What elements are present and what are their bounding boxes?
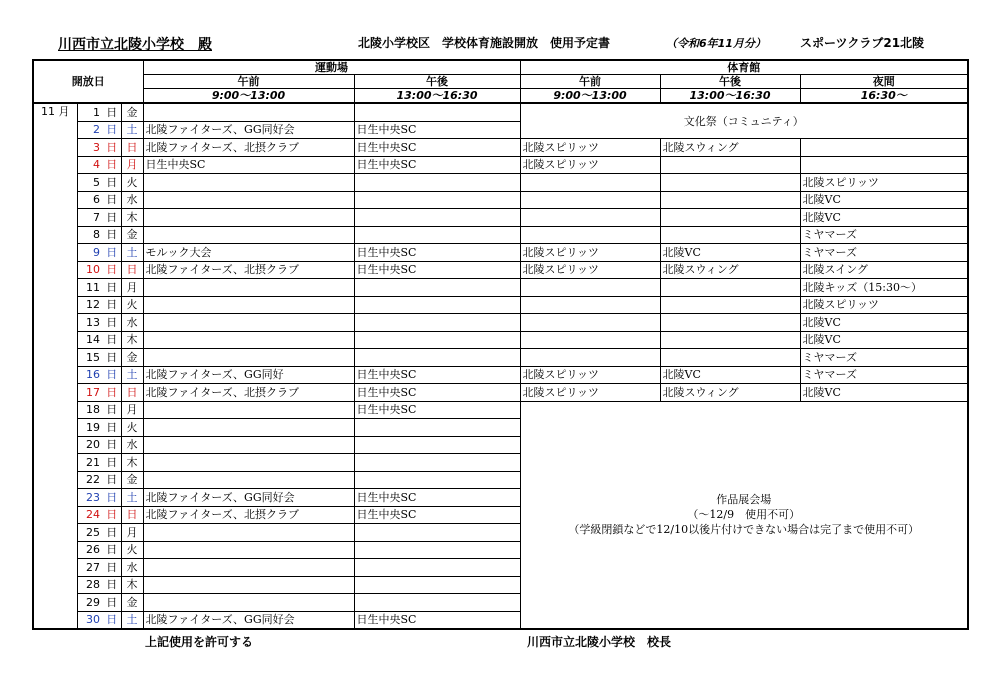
gym-night-cell: 北陵VC (800, 384, 968, 402)
day-suffix: 日 (103, 524, 121, 542)
ground-am-header: 午前 (143, 75, 354, 89)
day-number: 10 (77, 261, 103, 279)
ground-pm-cell (354, 471, 520, 489)
weekday: 月 (121, 279, 143, 297)
weekday: 水 (121, 314, 143, 332)
day-number: 15 (77, 349, 103, 367)
ground-am-cell (143, 296, 354, 314)
day-number: 1 (77, 103, 103, 121)
gym-pm-cell (660, 156, 800, 174)
day-suffix: 日 (103, 349, 121, 367)
gym-night-cell: 北陵スイング (800, 261, 968, 279)
day-suffix: 日 (103, 576, 121, 594)
weekday: 火 (121, 541, 143, 559)
day-suffix: 日 (103, 471, 121, 489)
gym-am-cell (520, 349, 660, 367)
weekday: 水 (121, 436, 143, 454)
weekday: 土 (121, 611, 143, 629)
ground-pm-cell (354, 226, 520, 244)
day-suffix: 日 (103, 594, 121, 612)
day-suffix: 日 (103, 174, 121, 192)
day-number: 13 (77, 314, 103, 332)
ground-pm-cell (354, 524, 520, 542)
gym-night-cell: 北陵VC (800, 209, 968, 227)
table-row (33, 401, 968, 419)
schedule-table (32, 59, 969, 630)
weekday: 木 (121, 209, 143, 227)
gym-pm-cell (660, 191, 800, 209)
exhibition-line-2: （～12/9 使用不可） (687, 508, 801, 522)
table-row (33, 279, 968, 297)
day-suffix: 日 (103, 419, 121, 437)
club-name: スポーツクラブ21北陵 (800, 36, 925, 50)
day-number: 20 (77, 436, 103, 454)
gym-am-cell (520, 209, 660, 227)
weekday: 金 (121, 349, 143, 367)
day-suffix: 日 (103, 156, 121, 174)
ground-am-cell (143, 401, 354, 419)
day-suffix: 日 (103, 506, 121, 524)
ground-pm-cell (354, 541, 520, 559)
day-suffix: 日 (103, 191, 121, 209)
day-suffix: 日 (103, 541, 121, 559)
ground-pm-cell (354, 559, 520, 577)
ground-pm-cell (354, 296, 520, 314)
day-number: 12 (77, 296, 103, 314)
gym-night-cell: 北陵VC (800, 314, 968, 332)
gym-am-header: 午前 (520, 75, 660, 89)
gym-night-cell: ミヤマーズ (800, 244, 968, 262)
ground-pm-cell (354, 191, 520, 209)
gym-pm-cell: 北陵VC (660, 366, 800, 384)
day-number: 3 (77, 139, 103, 157)
ground-am-cell (143, 209, 354, 227)
gym-am-cell (520, 314, 660, 332)
ground-pm-cell (354, 331, 520, 349)
day-number: 14 (77, 331, 103, 349)
gym-am-cell: 北陵スピリッツ (520, 384, 660, 402)
day-number: 5 (77, 174, 103, 192)
gym-pm-cell (660, 314, 800, 332)
day-suffix: 日 (103, 366, 121, 384)
day-number: 26 (77, 541, 103, 559)
ground-pm-cell (354, 103, 520, 121)
gym-am-cell: 北陵スピリッツ (520, 261, 660, 279)
gym-pm-cell: 北陵スウィング (660, 384, 800, 402)
gym-night-cell: 北陵キッズ（15:30～） (800, 279, 968, 297)
weekday: 土 (121, 121, 143, 139)
day-suffix: 日 (103, 559, 121, 577)
principal-signature: 川西市立北陵小学校 校長 (527, 635, 672, 649)
gym-pm-cell (660, 331, 800, 349)
weekday: 月 (121, 156, 143, 174)
gym-pm-cell (660, 296, 800, 314)
gym-night-cell: ミヤマーズ (800, 366, 968, 384)
day-number: 29 (77, 594, 103, 612)
day-number: 11 (77, 279, 103, 297)
ground-am-cell (143, 226, 354, 244)
document-title: 北陵小学校区 学校体育施設開放 使用予定書 (358, 36, 611, 50)
ground-am-cell: 北陵ファイターズ、GG同好会 (143, 121, 354, 139)
ground-pm-cell: 日生中央SC (354, 121, 520, 139)
ground-am-cell (143, 349, 354, 367)
recipient-heading: 川西市立北陵小学校 殿 (58, 37, 212, 53)
ground-am-cell: 北陵ファイターズ、北摂クラブ (143, 139, 354, 157)
table-row (33, 366, 968, 384)
gym-night-cell: 北陵VC (800, 191, 968, 209)
ground-pm-cell (354, 174, 520, 192)
ground-am-cell: モルック大会 (143, 244, 354, 262)
weekday: 金 (121, 471, 143, 489)
day-suffix: 日 (103, 279, 121, 297)
ground-pm-cell: 日生中央SC (354, 401, 520, 419)
month-cell: 11 月 (33, 103, 77, 629)
table-row (33, 244, 968, 262)
permit-statement: 上記使用を許可する (145, 635, 254, 649)
day-number: 28 (77, 576, 103, 594)
gym-night-cell (800, 139, 968, 157)
ground-am-cell (143, 559, 354, 577)
day-number: 7 (77, 209, 103, 227)
ground-am-cell: 日生中央SC (143, 156, 354, 174)
day-suffix: 日 (103, 384, 121, 402)
day-number: 22 (77, 471, 103, 489)
table-row (33, 191, 968, 209)
ground-am-cell: 北陵ファイターズ、GG同好 (143, 366, 354, 384)
day-suffix: 日 (103, 139, 121, 157)
ground-pm-cell (354, 314, 520, 332)
ground-am-cell: 北陵ファイターズ、GG同好会 (143, 489, 354, 507)
gym-night-header: 夜間 (800, 75, 968, 89)
ground-pm-cell: 日生中央SC (354, 384, 520, 402)
day-number: 17 (77, 384, 103, 402)
ground-am-cell (143, 576, 354, 594)
ground-am-cell (143, 174, 354, 192)
table-row (33, 384, 968, 402)
table-row (33, 103, 968, 121)
ground-am-cell: 北陵ファイターズ、北摂クラブ (143, 261, 354, 279)
ground-am-cell (143, 331, 354, 349)
ground-pm-cell: 日生中央SC (354, 261, 520, 279)
day-number: 27 (77, 559, 103, 577)
table-row (33, 296, 968, 314)
day-number: 2 (77, 121, 103, 139)
ground-am-cell (143, 454, 354, 472)
table-row (33, 261, 968, 279)
ground-pm-cell: 日生中央SC (354, 366, 520, 384)
ground-am-cell (143, 524, 354, 542)
gym-header: 体育館 (520, 60, 968, 75)
weekday: 土 (121, 489, 143, 507)
weekday: 土 (121, 366, 143, 384)
weekday: 日 (121, 139, 143, 157)
weekday: 木 (121, 576, 143, 594)
ground-pm-header: 午後 (354, 75, 520, 89)
gym-pm-cell (660, 174, 800, 192)
exhibition-line-1: 作品展会場 (716, 493, 772, 507)
gym-night-cell: 北陵スピリッツ (800, 296, 968, 314)
day-number: 30 (77, 611, 103, 629)
day-number: 8 (77, 226, 103, 244)
table-row (33, 314, 968, 332)
table-row (33, 139, 968, 157)
day-number: 16 (77, 366, 103, 384)
weekday: 土 (121, 244, 143, 262)
day-suffix: 日 (103, 454, 121, 472)
weekday: 月 (121, 524, 143, 542)
gym-pm-cell: 北陵VC (660, 244, 800, 262)
ground-pm-cell: 日生中央SC (354, 244, 520, 262)
gym-am-cell (520, 226, 660, 244)
ground-am-cell (143, 471, 354, 489)
gym-am-cell (520, 191, 660, 209)
ground-am-cell: 北陵ファイターズ、北摂クラブ (143, 384, 354, 402)
ground-pm-cell: 日生中央SC (354, 156, 520, 174)
gym-night-cell (800, 156, 968, 174)
day-suffix: 日 (103, 401, 121, 419)
gym-pm-cell: 北陵スウィング (660, 261, 800, 279)
gym-pm-time: 13:00～16:30 (660, 89, 800, 104)
day-number: 25 (77, 524, 103, 542)
gym-pm-cell (660, 209, 800, 227)
weekday: 金 (121, 226, 143, 244)
day-suffix: 日 (103, 314, 121, 332)
gym-night-cell: 北陵スピリッツ (800, 174, 968, 192)
ground-pm-cell (354, 279, 520, 297)
day-suffix: 日 (103, 331, 121, 349)
gym-am-cell: 北陵スピリッツ (520, 156, 660, 174)
weekday: 金 (121, 103, 143, 121)
weekday: 木 (121, 331, 143, 349)
ground-am-cell: 北陵ファイターズ、GG同好会 (143, 611, 354, 629)
weekday: 日 (121, 384, 143, 402)
day-suffix: 日 (103, 261, 121, 279)
schedule-body (33, 103, 968, 629)
weekday: 日 (121, 506, 143, 524)
day-suffix: 日 (103, 226, 121, 244)
ground-pm-cell (354, 436, 520, 454)
day-suffix: 日 (103, 611, 121, 629)
day-suffix: 日 (103, 436, 121, 454)
day-suffix: 日 (103, 489, 121, 507)
day-suffix: 日 (103, 296, 121, 314)
day-number: 24 (77, 506, 103, 524)
weekday: 金 (121, 594, 143, 612)
table-row (33, 349, 968, 367)
ground-pm-cell (354, 576, 520, 594)
ground-am-cell (143, 594, 354, 612)
exhibition-line-3: （学級閉鎖などで12/10以後片付けできない場合は完了まで使用不可） (568, 523, 920, 537)
gym-pm-cell (660, 349, 800, 367)
ground-am-cell (143, 279, 354, 297)
gym-pm-header: 午後 (660, 75, 800, 89)
weekday: 日 (121, 261, 143, 279)
ground-pm-cell (354, 349, 520, 367)
day-number: 21 (77, 454, 103, 472)
ground-header: 運動場 (143, 60, 520, 75)
ground-pm-cell: 日生中央SC (354, 139, 520, 157)
weekday: 火 (121, 174, 143, 192)
ground-am-cell (143, 436, 354, 454)
weekday: 火 (121, 296, 143, 314)
ground-pm-cell: 日生中央SC (354, 611, 520, 629)
gym-pm-cell: 北陵スウィング (660, 139, 800, 157)
weekday: 火 (121, 419, 143, 437)
open-day-header: 開放日 (33, 60, 143, 103)
ground-am-cell (143, 419, 354, 437)
day-number: 18 (77, 401, 103, 419)
gym-am-cell (520, 279, 660, 297)
weekday: 木 (121, 454, 143, 472)
table-row (33, 174, 968, 192)
ground-am-time: 9:00～13:00 (143, 89, 354, 104)
day-suffix: 日 (103, 209, 121, 227)
ground-pm-cell: 日生中央SC (354, 489, 520, 507)
gym-am-cell: 北陵スピリッツ (520, 244, 660, 262)
day-number: 19 (77, 419, 103, 437)
ground-pm-cell (354, 419, 520, 437)
gym-night-time: 16:30～ (800, 89, 968, 104)
day-suffix: 日 (103, 121, 121, 139)
gym-pm-cell (660, 226, 800, 244)
table-row (33, 209, 968, 227)
gym-am-time: 9:00～13:00 (520, 89, 660, 104)
ground-am-cell (143, 541, 354, 559)
ground-am-cell (143, 314, 354, 332)
weekday: 水 (121, 191, 143, 209)
weekday: 月 (121, 401, 143, 419)
day-suffix: 日 (103, 103, 121, 121)
ground-am-cell: 北陵ファイターズ、北摂クラブ (143, 506, 354, 524)
day-number: 23 (77, 489, 103, 507)
table-row (33, 331, 968, 349)
table-row (33, 226, 968, 244)
ground-am-cell (143, 191, 354, 209)
ground-pm-cell (354, 594, 520, 612)
ground-pm-cell: 日生中央SC (354, 506, 520, 524)
ground-pm-cell (354, 209, 520, 227)
gym-night-cell: ミヤマーズ (800, 226, 968, 244)
period-label: （令和6年11月分） (666, 37, 766, 50)
culture-festival-cell: 文化祭（コミュニティ） (520, 103, 968, 139)
weekday: 水 (121, 559, 143, 577)
gym-night-cell: ミヤマーズ (800, 349, 968, 367)
gym-am-cell: 北陵スピリッツ (520, 139, 660, 157)
gym-night-cell: 北陵VC (800, 331, 968, 349)
gym-am-cell (520, 174, 660, 192)
ground-am-cell (143, 103, 354, 121)
day-number: 9 (77, 244, 103, 262)
ground-pm-time: 13:00～16:30 (354, 89, 520, 104)
exhibition-cell (520, 401, 968, 629)
table-row (33, 156, 968, 174)
day-suffix: 日 (103, 244, 121, 262)
gym-am-cell: 北陵スピリッツ (520, 366, 660, 384)
day-number: 6 (77, 191, 103, 209)
gym-am-cell (520, 296, 660, 314)
ground-pm-cell (354, 454, 520, 472)
gym-pm-cell (660, 279, 800, 297)
gym-am-cell (520, 331, 660, 349)
day-number: 4 (77, 156, 103, 174)
